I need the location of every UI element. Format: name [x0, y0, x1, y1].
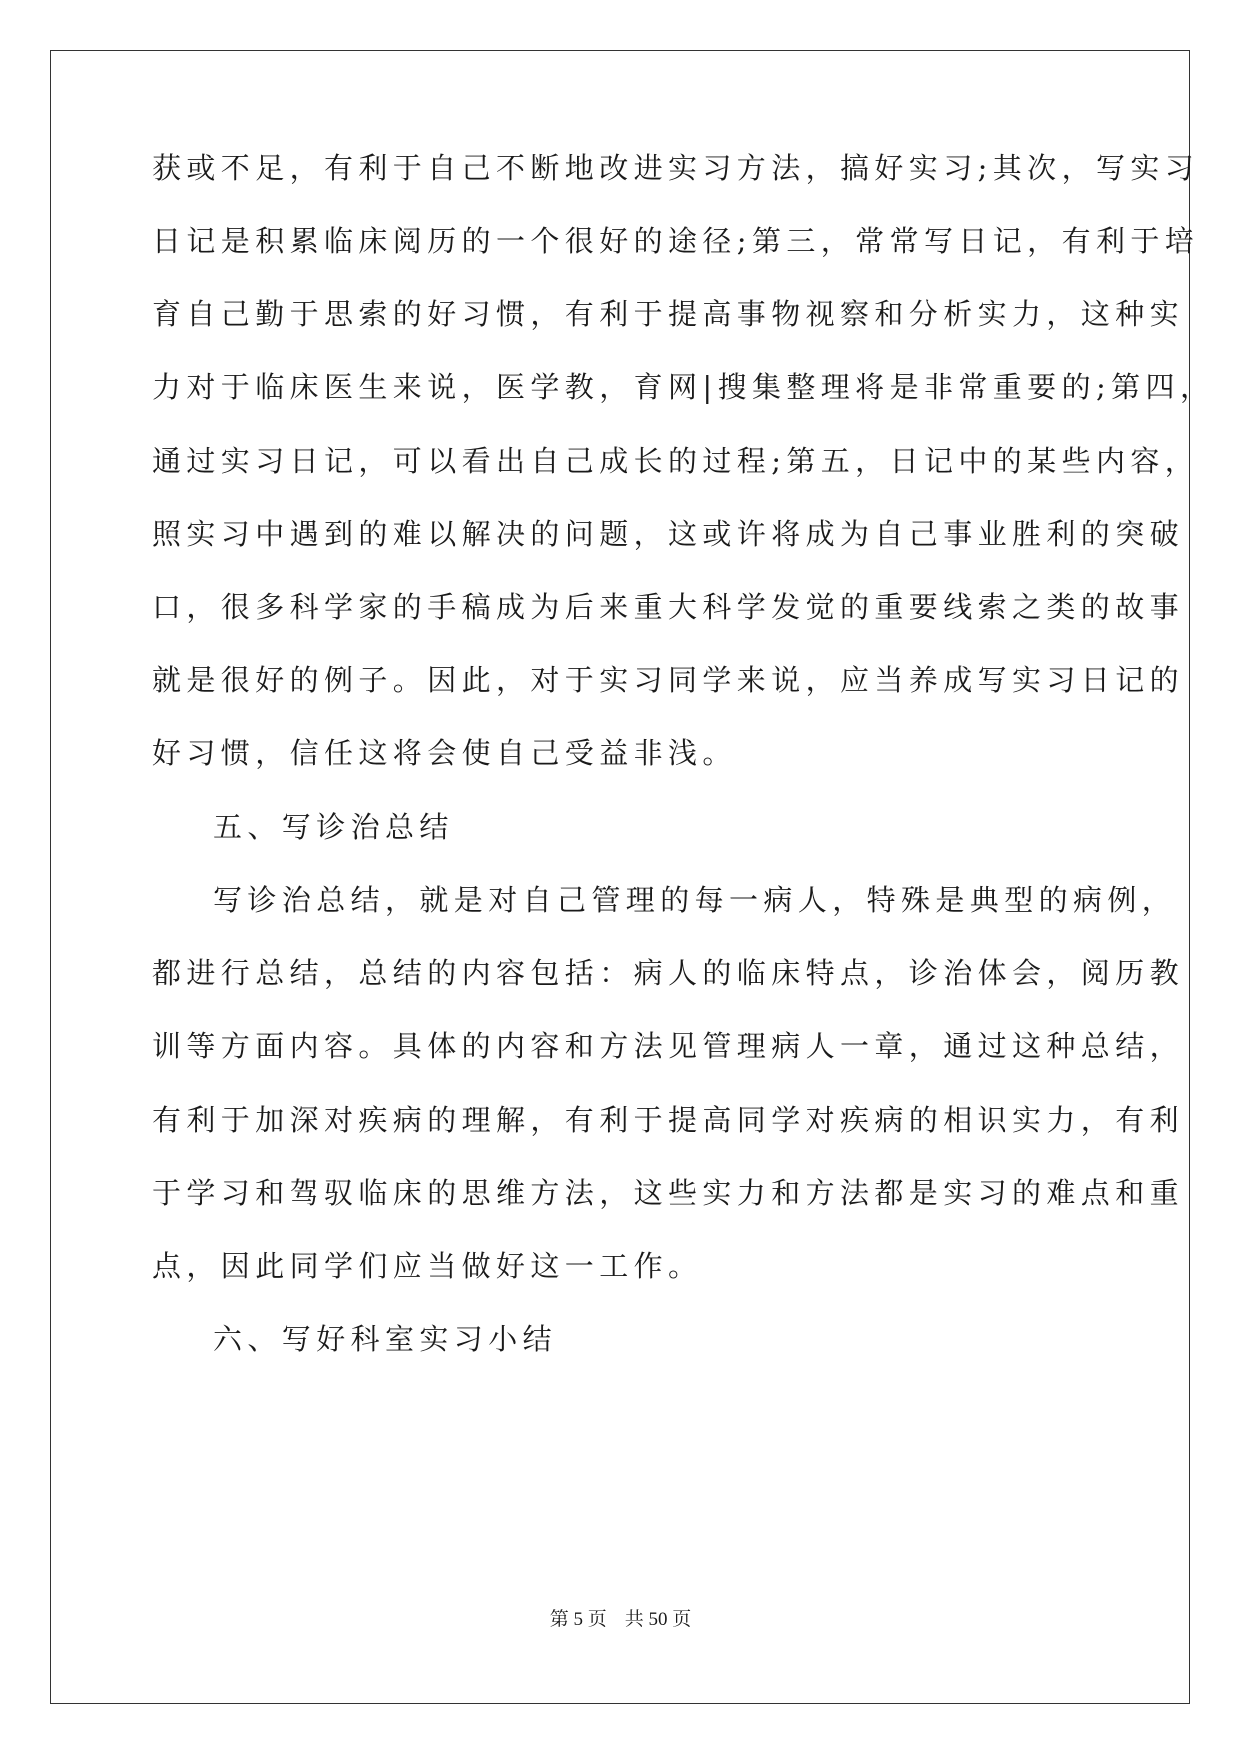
- body-line-13: 训等方面内容。具体的内容和方法见管理病人一章，通过这种总结，: [152, 1029, 1185, 1063]
- body-line-1: 获或不足，有利于自己不断地改进实习方法，搞好实习;其次，写实习: [152, 151, 1200, 185]
- section-heading-5: 五、写诊治总结: [213, 810, 454, 844]
- body-line-3: 育自己勤于思索的好习惯，有利于提高事物视察和分析实力，这种实: [152, 297, 1185, 331]
- body-line-11: 写诊治总结，就是对自己管理的每一病人，特殊是典型的病例，: [213, 883, 1177, 917]
- body-line-7: 口，很多科学家的手稿成为后来重大科学发觉的重要线索之类的故事: [152, 590, 1185, 624]
- page-total: 共 50 页: [624, 1609, 692, 1630]
- body-line-16: 点，因此同学们应当做好这一工作。: [152, 1249, 703, 1283]
- body-line-5: 通过实习日记，可以看出自己成长的过程;第五，日记中的某些内容，: [152, 444, 1200, 478]
- body-line-9: 好习惯，信任这将会使自己受益非浅。: [152, 736, 737, 770]
- section-heading-6: 六、写好科室实习小结: [213, 1322, 558, 1356]
- body-line-4: 力对于临床医生来说，医学教，育网|搜集整理将是非常重要的;第四，: [152, 370, 1215, 404]
- page-footer: [0, 1604, 1241, 1631]
- body-line-14: 有利于加深对疾病的理解，有利于提高同学对疾病的相识实力，有利: [152, 1103, 1185, 1137]
- body-line-12: 都进行总结，总结的内容包括：病人的临床特点，诊治体会，阅历教: [152, 956, 1185, 990]
- body-line-6: 照实习中遇到的难以解决的问题，这或许将成为自己事业胜利的突破: [152, 517, 1185, 551]
- body-line-15: 于学习和驾驭临床的思维方法，这些实力和方法都是实习的难点和重: [152, 1176, 1185, 1210]
- body-line-8: 就是很好的例子。因此，对于实习同学来说，应当养成写实习日记的: [152, 663, 1185, 697]
- body-line-2: 日记是积累临床阅历的一个很好的途径;第三，常常写日记，有利于培: [152, 224, 1200, 258]
- page-number: 第 5 页: [549, 1609, 607, 1630]
